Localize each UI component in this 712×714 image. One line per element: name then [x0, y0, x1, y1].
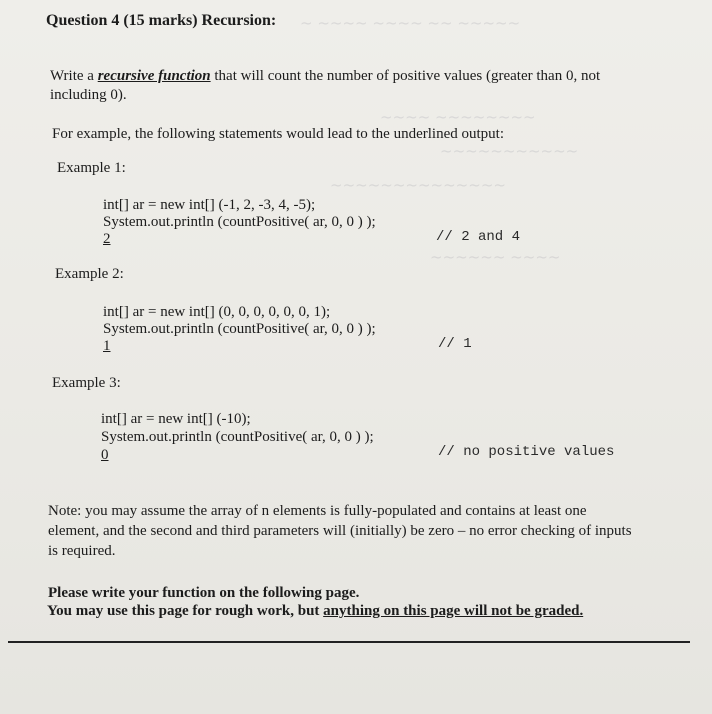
intro-line-1: Write a recursive function that will count the number of positive values (greater than 0, not: [50, 68, 601, 84]
not-graded-emphasis: anything on this page will not be graded.: [323, 603, 584, 619]
example-2-call: System.out.println (countPositive( ar, 0, 0 ) );: [103, 321, 376, 337]
example-3-output: 0: [101, 447, 109, 463]
example-2-decl: int[] ar = new int[] (0, 0, 0, 0, 0, 0, 1);: [103, 304, 331, 320]
page-divider: [8, 641, 690, 643]
footer-line-2: You may use this page for rough work, but anything on this page will not be graded.: [47, 603, 584, 619]
show-through-marks: ~~~~~~~~~~~~~~: [330, 176, 506, 194]
question-title: Question 4 (15 marks) Recursion:: [46, 12, 277, 29]
example-2-label: Example 2:: [55, 266, 124, 282]
show-through-marks: ~ ~~~~ ~~~~ ~~ ~~~~~: [300, 14, 521, 32]
example-3-label: Example 3:: [52, 375, 121, 391]
example-1-call: System.out.println (countPositive( ar, 0, 0 ) );: [103, 214, 376, 230]
example-1-comment: // 2 and 4: [436, 229, 521, 245]
note-line-2: element, and the second and third parameters will (initially) be zero – no error checking of inputs: [48, 523, 632, 539]
show-through-marks: ~~~~~~~~~~~: [440, 142, 579, 160]
example-3-comment: // no positive values: [438, 444, 615, 460]
example-2-comment: // 1: [438, 336, 472, 352]
note-line-1: Note: you may assume the array of n elements is fully-populated and contains at least one: [48, 503, 587, 519]
example-1-decl: int[] ar = new int[] (-1, 2, -3, 4, -5);: [103, 197, 316, 213]
show-through-marks: ~~~~~~ ~~~~: [430, 248, 561, 266]
example-lead: For example, the following statements would lead to the underlined output:: [52, 126, 504, 142]
example-2-output: 1: [103, 338, 111, 354]
recursive-function-emphasis: recursive function: [97, 68, 211, 84]
example-3-call: System.out.println (countPositive( ar, 0, 0 ) );: [101, 429, 374, 445]
example-1-label: Example 1:: [57, 160, 126, 176]
note-line-3: is required.: [48, 543, 116, 559]
intro-line-2: including 0).: [50, 87, 127, 103]
example-3-decl: int[] ar = new int[] (-10);: [101, 411, 251, 427]
show-through-marks: ~~~~ ~~~~~~~~: [380, 108, 536, 126]
footer-line-1: Please write your function on the following page.: [48, 585, 360, 601]
example-1-output: 2: [103, 231, 111, 247]
